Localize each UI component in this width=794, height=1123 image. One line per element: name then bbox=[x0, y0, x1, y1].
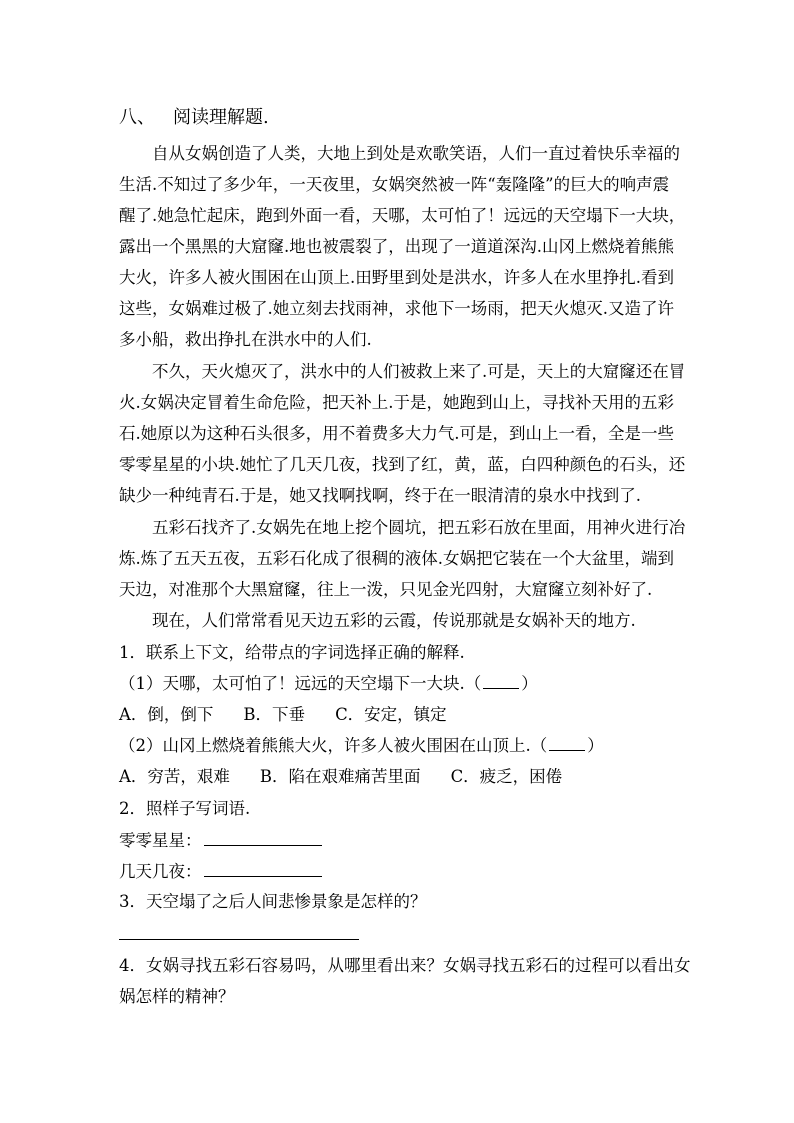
sub-question-text: （1）天哪，太可怕了！远远的天空塌下一大块.（ bbox=[119, 674, 482, 693]
question-2-prompt: 2．照样子写词语. bbox=[119, 799, 251, 818]
passage-line: 火.女娲决定冒着生命危险，把天补上.于是，她跑到山上，寻找补天用的五彩 bbox=[119, 393, 674, 412]
word-pattern: 几天几夜： bbox=[119, 862, 202, 881]
question-1-sub-2 bbox=[119, 735, 679, 757]
passage-line: 石.她原以为这种石头很多，用不着费多大力气.可是，到山上一看，全是一些 bbox=[119, 424, 674, 443]
question-1-prompt: 1．联系上下文，给带点的字词选择正确的解释. bbox=[119, 643, 465, 662]
question-3-prompt: 3．天空塌了之后人间悲惨景象是怎样的？ bbox=[119, 892, 427, 911]
passage-line: 多小船，救出挣扎在洪水中的人们. bbox=[119, 330, 372, 349]
option-c: C．疲乏，困倦 bbox=[450, 767, 563, 786]
answer-line[interactable] bbox=[119, 939, 359, 940]
question-1-sub-1-options bbox=[119, 704, 679, 726]
answer-blank[interactable] bbox=[483, 674, 519, 689]
passage-line: 自从女娲创造了人类，大地上到处是欢歌笑语，人们一直过着快乐幸福的 bbox=[152, 144, 680, 163]
passage-line: 露出一个黑黑的大窟窿.地也被震裂了，出现了一道道深沟.山冈上燃烧着熊熊 bbox=[119, 237, 674, 256]
passage-line: 生活.不知过了多少年，一天夜里，女娲突然被一阵“轰隆隆”的巨大的响声震 bbox=[119, 175, 670, 194]
passage-line: 炼.炼了五天五夜，五彩石化成了很稠的液体.女娲把它装在一个大盆里，端到 bbox=[119, 549, 674, 568]
passage-line: 天边，对准那个大黑窟窿，往上一泼，只见金光四射，大窟窿立刻补好了. bbox=[119, 580, 653, 599]
word-pattern: 零零星星： bbox=[119, 831, 202, 850]
question-4-prompt-line: 4．女娲寻找五彩石容易吗，从哪里看出来？女娲寻找五彩石的过程可以看出女 bbox=[119, 956, 691, 975]
passage-line: 大火，许多人被火围困在山顶上.田野里到处是洪水，许多人在水里挣扎.看到 bbox=[119, 268, 674, 287]
section-title: 阅读理解题. bbox=[173, 107, 269, 128]
section-heading bbox=[119, 107, 679, 129]
answer-line[interactable] bbox=[204, 829, 322, 846]
answer-blank[interactable] bbox=[549, 736, 585, 751]
sub-question-text: （2）山冈上燃烧着熊熊大火，许多人被火围困在山顶上.（ bbox=[119, 736, 548, 755]
paren-close: ） bbox=[521, 674, 538, 693]
passage-line: 五彩石找齐了.女娲先在地上挖个圆坑，把五彩石放在里面，用神火进行冶 bbox=[152, 518, 686, 537]
question-1-sub-2-options bbox=[119, 766, 679, 788]
question-2-item-1 bbox=[119, 829, 679, 852]
section-number: 八、 bbox=[119, 107, 155, 128]
passage-line: 醒了.她急忙起床，跑到外面一看，天哪，太可怕了！远远的天空塌下一大块， bbox=[119, 206, 686, 225]
option-c: C．安定，镇定 bbox=[335, 705, 447, 724]
option-b: B．下垂 bbox=[243, 705, 306, 724]
passage-line: 缺少一种纯青石.于是，她又找啊找啊，终于在一眼清清的泉水中找到了. bbox=[119, 486, 641, 505]
option-a: A．倒，倒下 bbox=[119, 705, 214, 724]
passage-line: 零零星星的小块.她忙了几天几夜，找到了红，黄，蓝，白四种颜色的石头，还 bbox=[119, 455, 686, 474]
question-4-prompt-line: 娲怎样的精神？ bbox=[119, 987, 235, 1006]
passage-line: 不久，天火熄灭了，洪水中的人们被救上来了.可是，天上的大窟窿还在冒 bbox=[152, 362, 686, 381]
passage-line: 现在，人们常常看见天边五彩的云霞，传说那就是女娲补天的地方. bbox=[152, 611, 636, 630]
option-b: B．陷在艰难痛苦里面 bbox=[259, 767, 421, 786]
question-1-sub-1 bbox=[119, 673, 679, 695]
answer-line[interactable] bbox=[204, 860, 322, 877]
option-a: A．穷苦，艰难 bbox=[119, 767, 230, 786]
paren-close: ） bbox=[587, 736, 604, 755]
question-2-item-2 bbox=[119, 860, 679, 883]
passage-line: 这些，女娲难过极了.她立刻去找雨神，求他下一场雨，把天火熄灭.又造了许 bbox=[119, 299, 674, 318]
